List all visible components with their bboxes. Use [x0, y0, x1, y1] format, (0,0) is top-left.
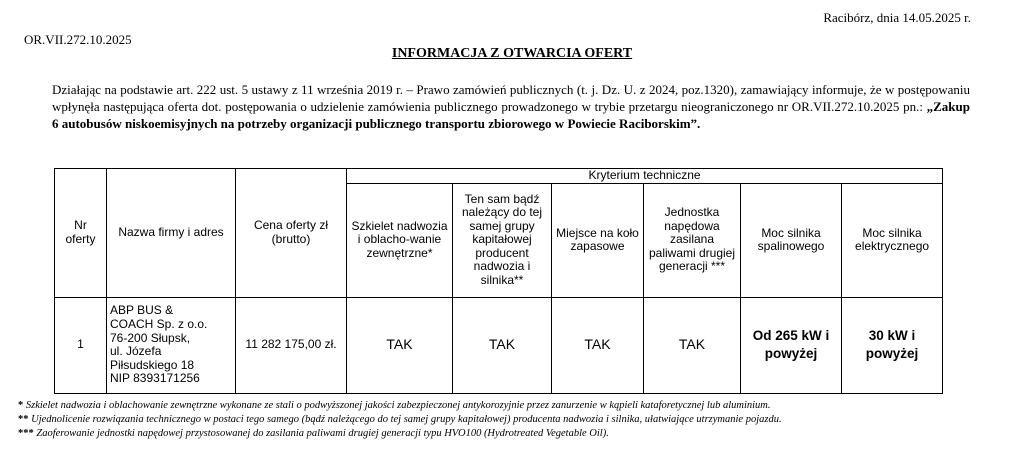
reference-number: OR.VII.272.10.2025	[24, 32, 132, 47]
cell-price: 11 282 175,00 zł.	[236, 297, 347, 393]
footnote-mark: ***	[18, 428, 34, 439]
footnote	[18, 427, 609, 441]
cell-electric-power: 30 kW i powyżej	[842, 297, 943, 393]
company-line: 76-200 Słupsk,	[110, 330, 191, 345]
header-criterion-body-frame: Szkielet nadwozia i oblacho-wanie zewnętrzne*	[347, 183, 453, 297]
header-price: Cena oferty zł (brutto)	[236, 169, 347, 298]
footnote-mark: *	[18, 400, 24, 411]
footnote	[18, 413, 782, 427]
company-line: ABP BUS &	[110, 303, 174, 318]
cell-offer-no: 1	[55, 297, 107, 393]
cell-combustion-power: Od 265 kW i powyżej	[741, 297, 842, 393]
table-row	[55, 297, 943, 393]
procurement-subject: „Zakup 6 autobusów niskoemisyjnych na potrzeby organizacji publicznego transportu zbiorowego w Powiecie Raciborskim”.	[52, 99, 970, 131]
header-criterion-electric-power: Moc silnika elektrycznego	[842, 183, 943, 297]
company-line: NIP 8393171256	[110, 371, 200, 386]
footnote-text: Zaoferowanie jednostki napędowej przystosowanej do zasilania paliwami drugiej generacji typu HVO100 (Hydrotreated Vegetable Oil).	[36, 428, 609, 439]
cell-company	[107, 297, 236, 393]
header-criterion-combustion-power: Moc silnika spalinowego	[741, 183, 842, 297]
header-criterion-second-gen-fuel: Jednostka napędowa zasilana paliwami drugiej generacji ***	[644, 183, 741, 297]
page-title: INFORMACJA Z OTWARCIA OFERT	[391, 46, 633, 61]
company-line: Piłsudskiego 18	[110, 357, 195, 372]
cell-same-manufacturer: TAK	[453, 297, 552, 393]
cell-second-gen-fuel: TAK	[644, 297, 741, 393]
footnote-text: Ujednolicenie rozwiązania technicznego w postaci tego samego (bądź należącego do tej samej grupy kapitałowej) producenta nadwozia i silnika, ułatwiające utrzymanie pojazdu.	[31, 414, 782, 425]
header-technical-criteria: Kryterium techniczne	[347, 169, 943, 184]
header-criterion-spare-wheel: Miejsce na koło zapasowe	[552, 183, 644, 297]
header-criterion-same-manufacturer: Ten sam bądź należący do tej samej grupy kapitałowej producent nadwozia i silnika**	[453, 183, 552, 297]
header-offer-no: Nr oferty	[55, 169, 107, 298]
header-company: Nazwa firmy i adres	[107, 169, 236, 298]
place-date: Racibórz, dnia 14.05.2025 r.	[823, 10, 971, 25]
footnote-mark: **	[18, 414, 29, 425]
cell-spare-wheel: TAK	[552, 297, 644, 393]
intro-text: Działając na podstawie art. 222 ust. 5 ustawy z 11 września 2019 r. – Prawo zamówień publicznych (t. j. Dz. U. z 2024, poz.1320), zamawiający informuje, że w postępowaniu wpłynęła następująca oferta dot. postępowania o udzielenie zamówienia publicznego prowadzonego w trybie przetargu nieograniczonego nr OR.VII.272.10.2025 pn.:	[52, 82, 970, 114]
cell-body-frame: TAK	[347, 297, 453, 393]
offers-table	[54, 168, 943, 394]
company-line: COACH Sp. z o.o.	[110, 316, 208, 331]
footnote-text: Szkielet nadwozia i oblachowanie zewnętrzne wykonane ze stali o podwyższonej jakości zabezpieczonej antykorozyjnie przez zanurzenie w kąpieli kataforetycznej lub aluminium.	[25, 400, 771, 411]
company-line: ul. Józefa	[110, 344, 162, 359]
intro-paragraph	[52, 81, 970, 132]
footnote	[18, 399, 771, 413]
